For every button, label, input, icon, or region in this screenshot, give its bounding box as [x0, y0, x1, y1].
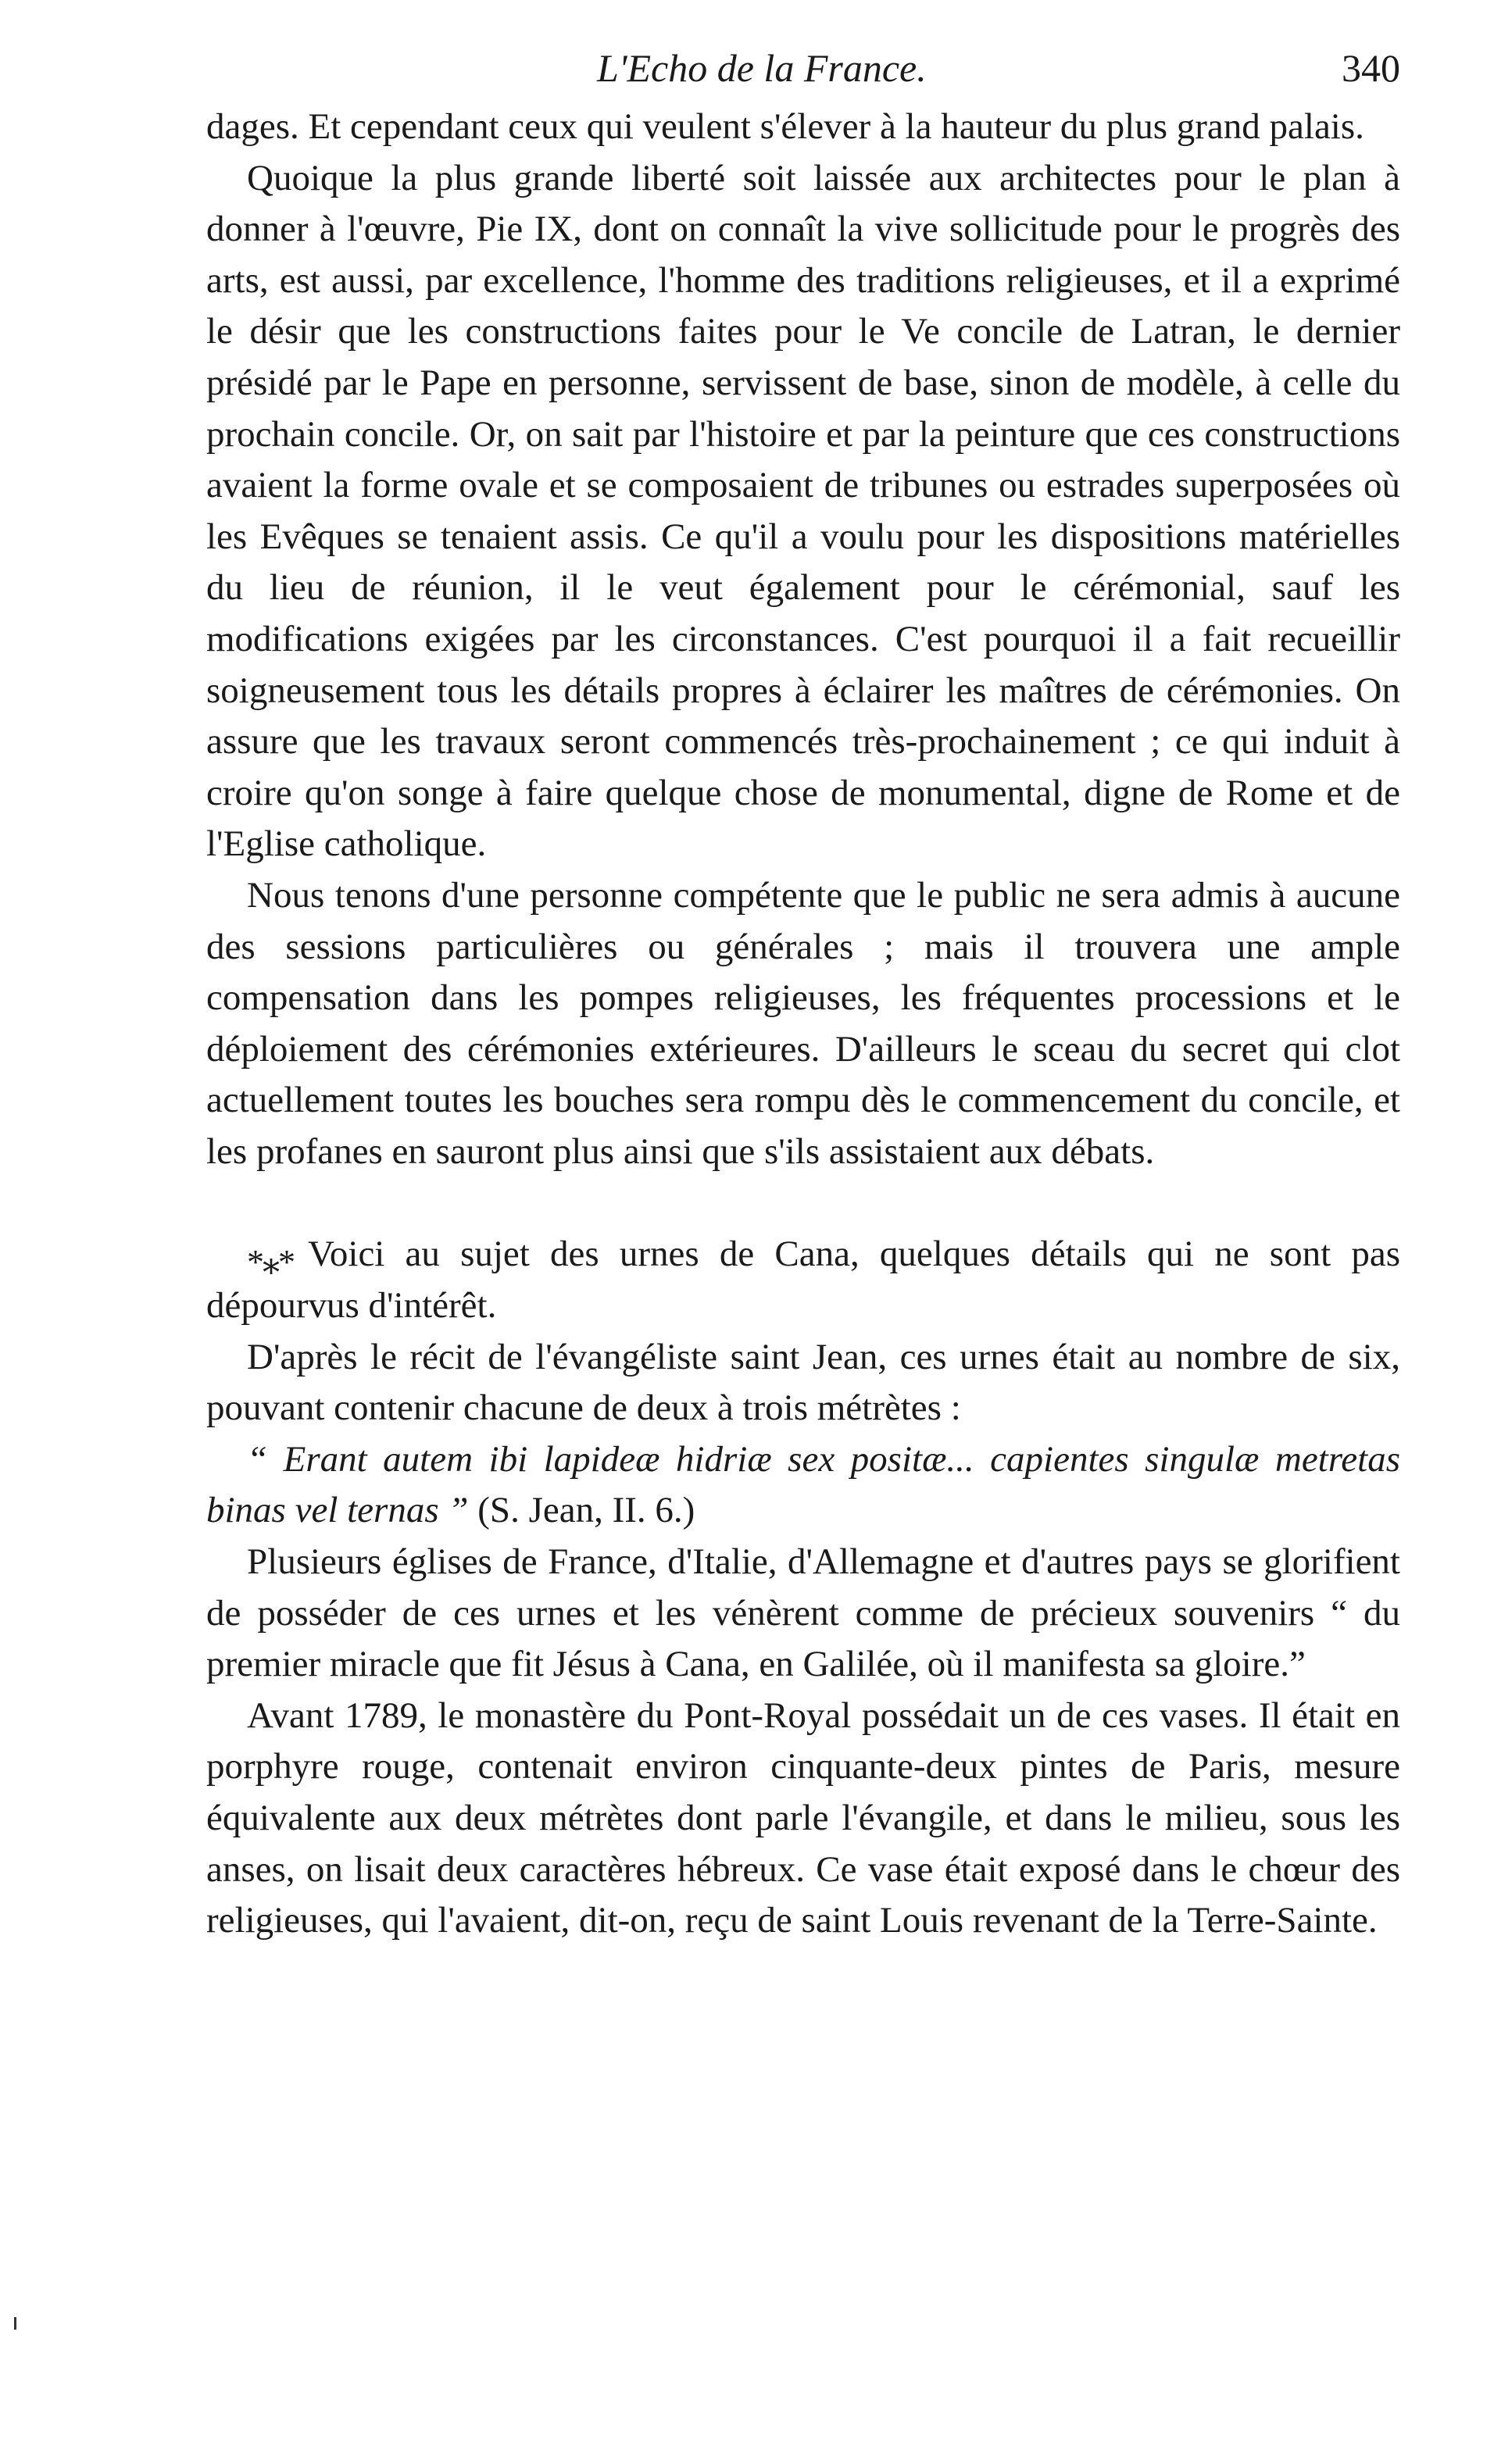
paragraph-continuation: dages. Et cependant ceux qui veulent s'élever à la hauteur du plus grand palais.	[206, 106, 1364, 147]
body-text	[206, 102, 1400, 1947]
cana-intro-text: Voici au sujet des urnes de Cana, quelques détails qui ne sont pas dépourvus d'intérêt.	[206, 1234, 1400, 1327]
page-number: 340	[1342, 46, 1400, 90]
scripture-reference: (S. Jean, II. 6.)	[468, 1490, 695, 1531]
book-page	[206, 31, 1400, 1947]
page-header	[206, 31, 1400, 102]
asterism-mark: *⁎*	[247, 1243, 294, 1282]
margin-mark	[14, 2317, 16, 2330]
paragraph-churches-relics: Plusieurs églises de France, d'Italie, d'Allemagne et d'autres pays se glorifient de posséder de ces urnes et les vénèrent comme de précieux souvenirs “ du premier miracle que fit Jésus à Cana, en Galilée, où il manifesta sa gloire.”	[206, 1541, 1400, 1685]
paragraph-cana-urns-intro	[206, 1229, 1400, 1331]
paragraph-latin-quote	[206, 1434, 1400, 1537]
section-gap	[206, 1177, 1400, 1229]
paragraph-evangelist-account: D'après le récit de l'évangéliste saint Jean, ces urnes était au nombre de six, pouvant contenir chacune de deux à trois métrètes :	[206, 1336, 1400, 1429]
paragraph-pont-royal-vase: Avant 1789, le monastère du Pont-Royal possédait un de ces vases. Il était en porphyre rouge, contenait environ cinquante-deux pintes de Paris, mesure équivalente aux deux métrètes dont parle l'évangile, et dans le milieu, sous les anses, on lisait deux caractères hébreux. Ce vase était exposé dans le chœur des religieuses, qui l'avaient, dit-on, reçu de saint Louis revenant de la Terre-Sainte.	[206, 1694, 1400, 1941]
running-title: L'Echo de la France.	[597, 46, 927, 90]
paragraph-public-admission: Nous tenons d'une personne compétente que le public ne sera admis à aucune des sessions particulières ou générales ; mais il trouvera une ample compensation dans les pompes religieuses, les fréquentes processions et le déploiement des cérémonies extérieures. D'ailleurs le sceau du secret qui clot actuellement toutes les bouches sera rompu dès le commencement du concile, et les profanes en sauront plus ainsi que s'ils assistaient aux débats.	[206, 874, 1400, 1172]
latin-quotation: “ Erant autem ibi lapideæ hidriæ sex positæ... capientes singulæ metretas binas vel ternas ”	[206, 1438, 1400, 1531]
paragraph-council-constructions: Quoique la plus grande liberté soit laissée aux architectes pour le plan à donner à l'œuvre, Pie IX, dont on connaît la vive sollicitude pour le progrès des arts, est aussi, par excellence, l'homme des traditions religieuses, et il a exprimé le désir que les constructions faites pour le Ve concile de Latran, le dernier présidé par le Pape en personne, servissent de base, sinon de modèle, à celle du prochain concile. Or, on sait par l'histoire et par la peinture que ces constructions avaient la forme ovale et se composaient de tribunes ou estrades superposées où les Evêques se tenaient assis. Ce qu'il a voulu pour les dispositions matérielles du lieu de réunion, il le veut également pour le cérémonial, sauf les modifications exigées par les circonstances. C'est pourquoi il a fait recueillir soigneusement tous les détails propres à éclairer les maîtres de cérémonies. On assure que les travaux seront commencés très-prochainement ; ce qui induit à croire qu'on songe à faire quelque chose de monumental, digne de Rome et de l'Eglise catholique.	[206, 157, 1400, 865]
